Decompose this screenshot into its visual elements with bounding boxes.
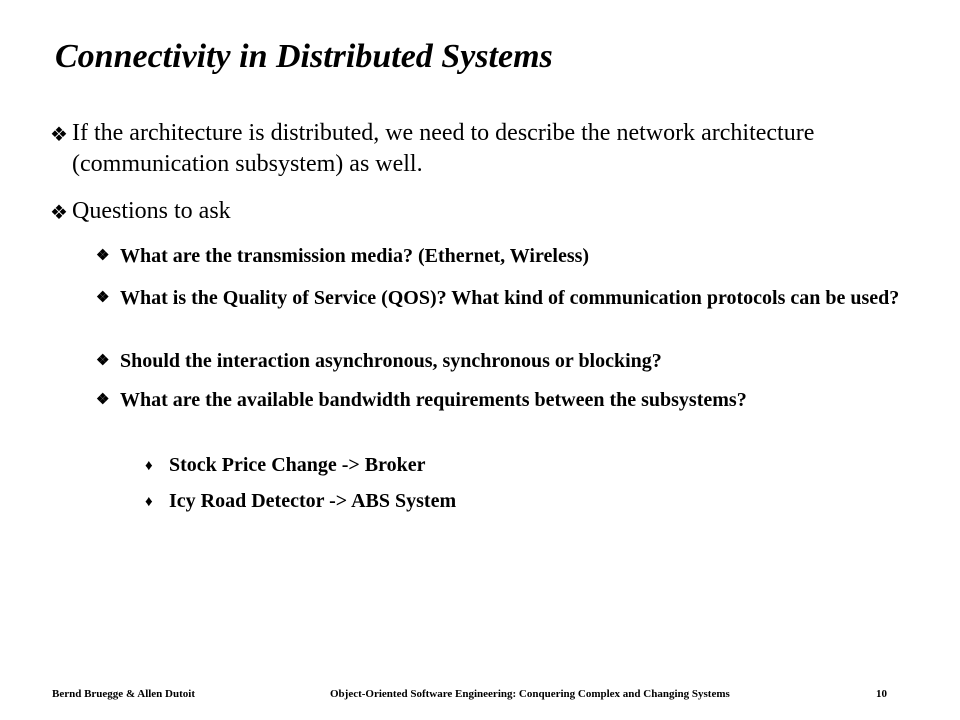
- footer-authors: Bernd Bruegge & Allen Dutoit: [52, 688, 195, 700]
- sub-bullet-text: What are the available bandwidth requirements between the subsystems?: [120, 389, 747, 411]
- diamond-bullet-icon: ❖: [96, 392, 110, 408]
- sub-bullet-item: [96, 387, 916, 413]
- bullet-item: [50, 118, 910, 180]
- diamond-bullet-icon: ❖: [96, 290, 110, 306]
- sub-sub-bullet-text: Icy Road Detector -> ABS System: [169, 490, 457, 512]
- slide-title: Connectivity in Distributed Systems: [55, 38, 553, 75]
- sub-sub-bullet-item: [145, 452, 845, 478]
- sub-bullet-text: What are the transmission media? (Ethernet, Wireless): [120, 245, 590, 267]
- sub-bullet-text: What is the Quality of Service (QOS)? What kind of communication protocols can be used?: [120, 287, 900, 309]
- footer-book-title: Object-Oriented Software Engineering: Conquering Complex and Changing Systems: [330, 688, 730, 700]
- sub-bullet-item: [96, 243, 916, 269]
- diamond-bullet-icon: ❖: [96, 353, 110, 369]
- sub-bullet-item: [96, 348, 916, 374]
- diamond-bullet-icon: ❖: [50, 202, 68, 224]
- bullet-text: Questions to ask: [72, 198, 231, 224]
- diamond-bullet-icon: ❖: [50, 124, 68, 146]
- footer-page-number: 10: [876, 688, 887, 700]
- diamond-bullet-icon: ♦: [145, 494, 153, 510]
- sub-sub-bullet-item: [145, 488, 845, 514]
- bullet-text: If the architecture is distributed, we need to describe the network architecture (communication subsystem) as well.: [72, 120, 815, 177]
- sub-sub-bullet-text: Stock Price Change -> Broker: [169, 454, 426, 476]
- sub-bullet-item: [96, 285, 916, 311]
- diamond-bullet-icon: ❖: [96, 248, 110, 264]
- sub-bullet-text: Should the interaction asynchronous, synchronous or blocking?: [120, 350, 662, 372]
- diamond-bullet-icon: ♦: [145, 458, 153, 474]
- bullet-item: [50, 196, 910, 227]
